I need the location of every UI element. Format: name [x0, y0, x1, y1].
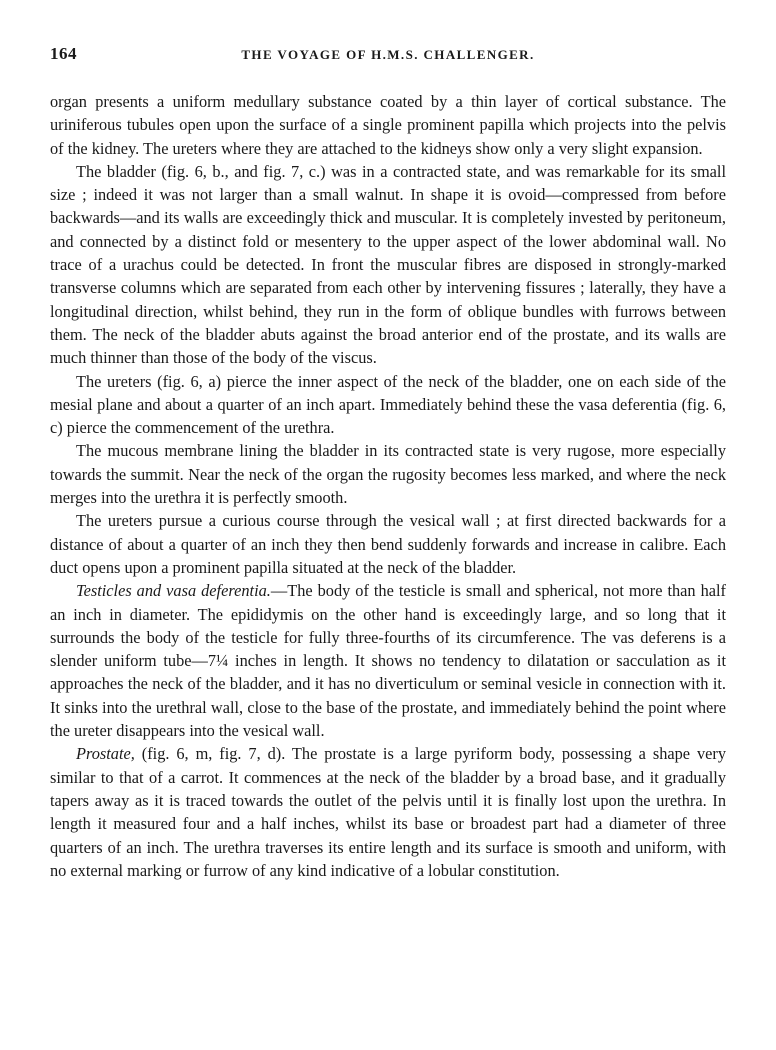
book-page [50, 44, 726, 882]
running-title: THE VOYAGE OF H.M.S. CHALLENGER. [241, 47, 535, 62]
body-text [50, 90, 726, 882]
running-head [50, 44, 726, 70]
paragraph-bladder [50, 160, 726, 370]
paragraph-prostate [50, 742, 726, 882]
paragraph-text: The ureters pursue a curious course through the vesical wall ; at first directed backwards for a distance of about a quarter of an inch they then bend suddenly forwards and increase in calibre. Each duct opens upon a prominent papilla situated at the neck of the bladder. [50, 511, 726, 577]
paragraph-testicles [50, 579, 726, 742]
section-heading-prostate: Prostate, [76, 744, 135, 764]
paragraph-text: (fig. 6, m, fig. 7, d). The prostate is a large pyriform body, possessing a shape very similar to that of a carrot. It commences at the neck of the bladder by a broad base, and it gradually tapers away as it is traced towards the outlet of the pelvis until it is finally lost upon the urethra. In length it measured four and a half inches, whilst its base or broadest part had a diameter of three quarters of an inch. The urethra traverses its entire length and its surface is smooth and uniform, with no external marking or furrow of any kind indicative of a lobular constitution. [50, 744, 726, 880]
paragraph-text: —The body of the testicle is small and spherical, not more than half an inch in diameter. The epididymis on the other hand is exceedingly large, and so long that it surrounds the body of the testicle for fully three-fourths of its circumference. The vas deferens is a slender uniform tube—7¼ inches in length. It shows no tendency to dilatation or sacculation as it approaches the neck of the bladder, and it has no diverticulum or seminal vesicle in connection with it. It sinks into the urethral wall, close to the base of the prostate, and immediately behind the point where the ureter disappears into the vesical wall. [50, 581, 727, 741]
paragraph-kidney-continued [50, 90, 726, 160]
paragraph-ureters [50, 370, 726, 440]
paragraph-ureter-course [50, 509, 726, 579]
paragraph-text: The mucous membrane lining the bladder in its contracted state is very rugose, more especially towards the summit. Near the neck of the organ the rugosity becomes less marked, and where the neck merges into the urethra it is perfectly smooth. [50, 441, 726, 508]
paragraph-text: The bladder (fig. 6, b., and fig. 7, c.) was in a contracted state, and was remarkable for its small size ; indeed it was not larger than a small walnut. In shape it is ovoid—compressed from before backwards—and its walls are exceedingly thick and muscular. It is completely invested by peritoneum, and connected by a distinct fold or mesentery to the upper aspect of the lower abdominal wall. No trace of a urachus could be detected. In front the muscular fibres are disposed in strongly-marked transverse columns which are separated from each other by intervening fissures ; laterally, they have a longitudinal direction, whilst behind, they run in the form of oblique bundles with furrows between them. The neck of the bladder abuts against the broad anterior end of the prostate, and its walls are much thinner than those of the body of the viscus. [50, 161, 726, 368]
paragraph-text: The ureters (fig. 6, a) pierce the inner aspect of the neck of the bladder, one on each side of the mesial plane and about a quarter of an inch apart. Immediately behind these the vasa deferentia (fig. 6, c) pierce the commencement of the urethra. [50, 371, 726, 438]
paragraph-mucous-membrane [50, 439, 726, 509]
paragraph-text: organ presents a uniform medullary substance coated by a thin layer of cortical substance. The uriniferous tubules open upon the surface of a single prominent papilla which projects into the pelvis of the kidney. The ureters where they are attached to the kidneys show only a very slight expansion. [50, 92, 726, 158]
section-heading-testicles: Testicles and vasa deferentia. [76, 581, 271, 601]
page-number: 164 [50, 44, 77, 63]
